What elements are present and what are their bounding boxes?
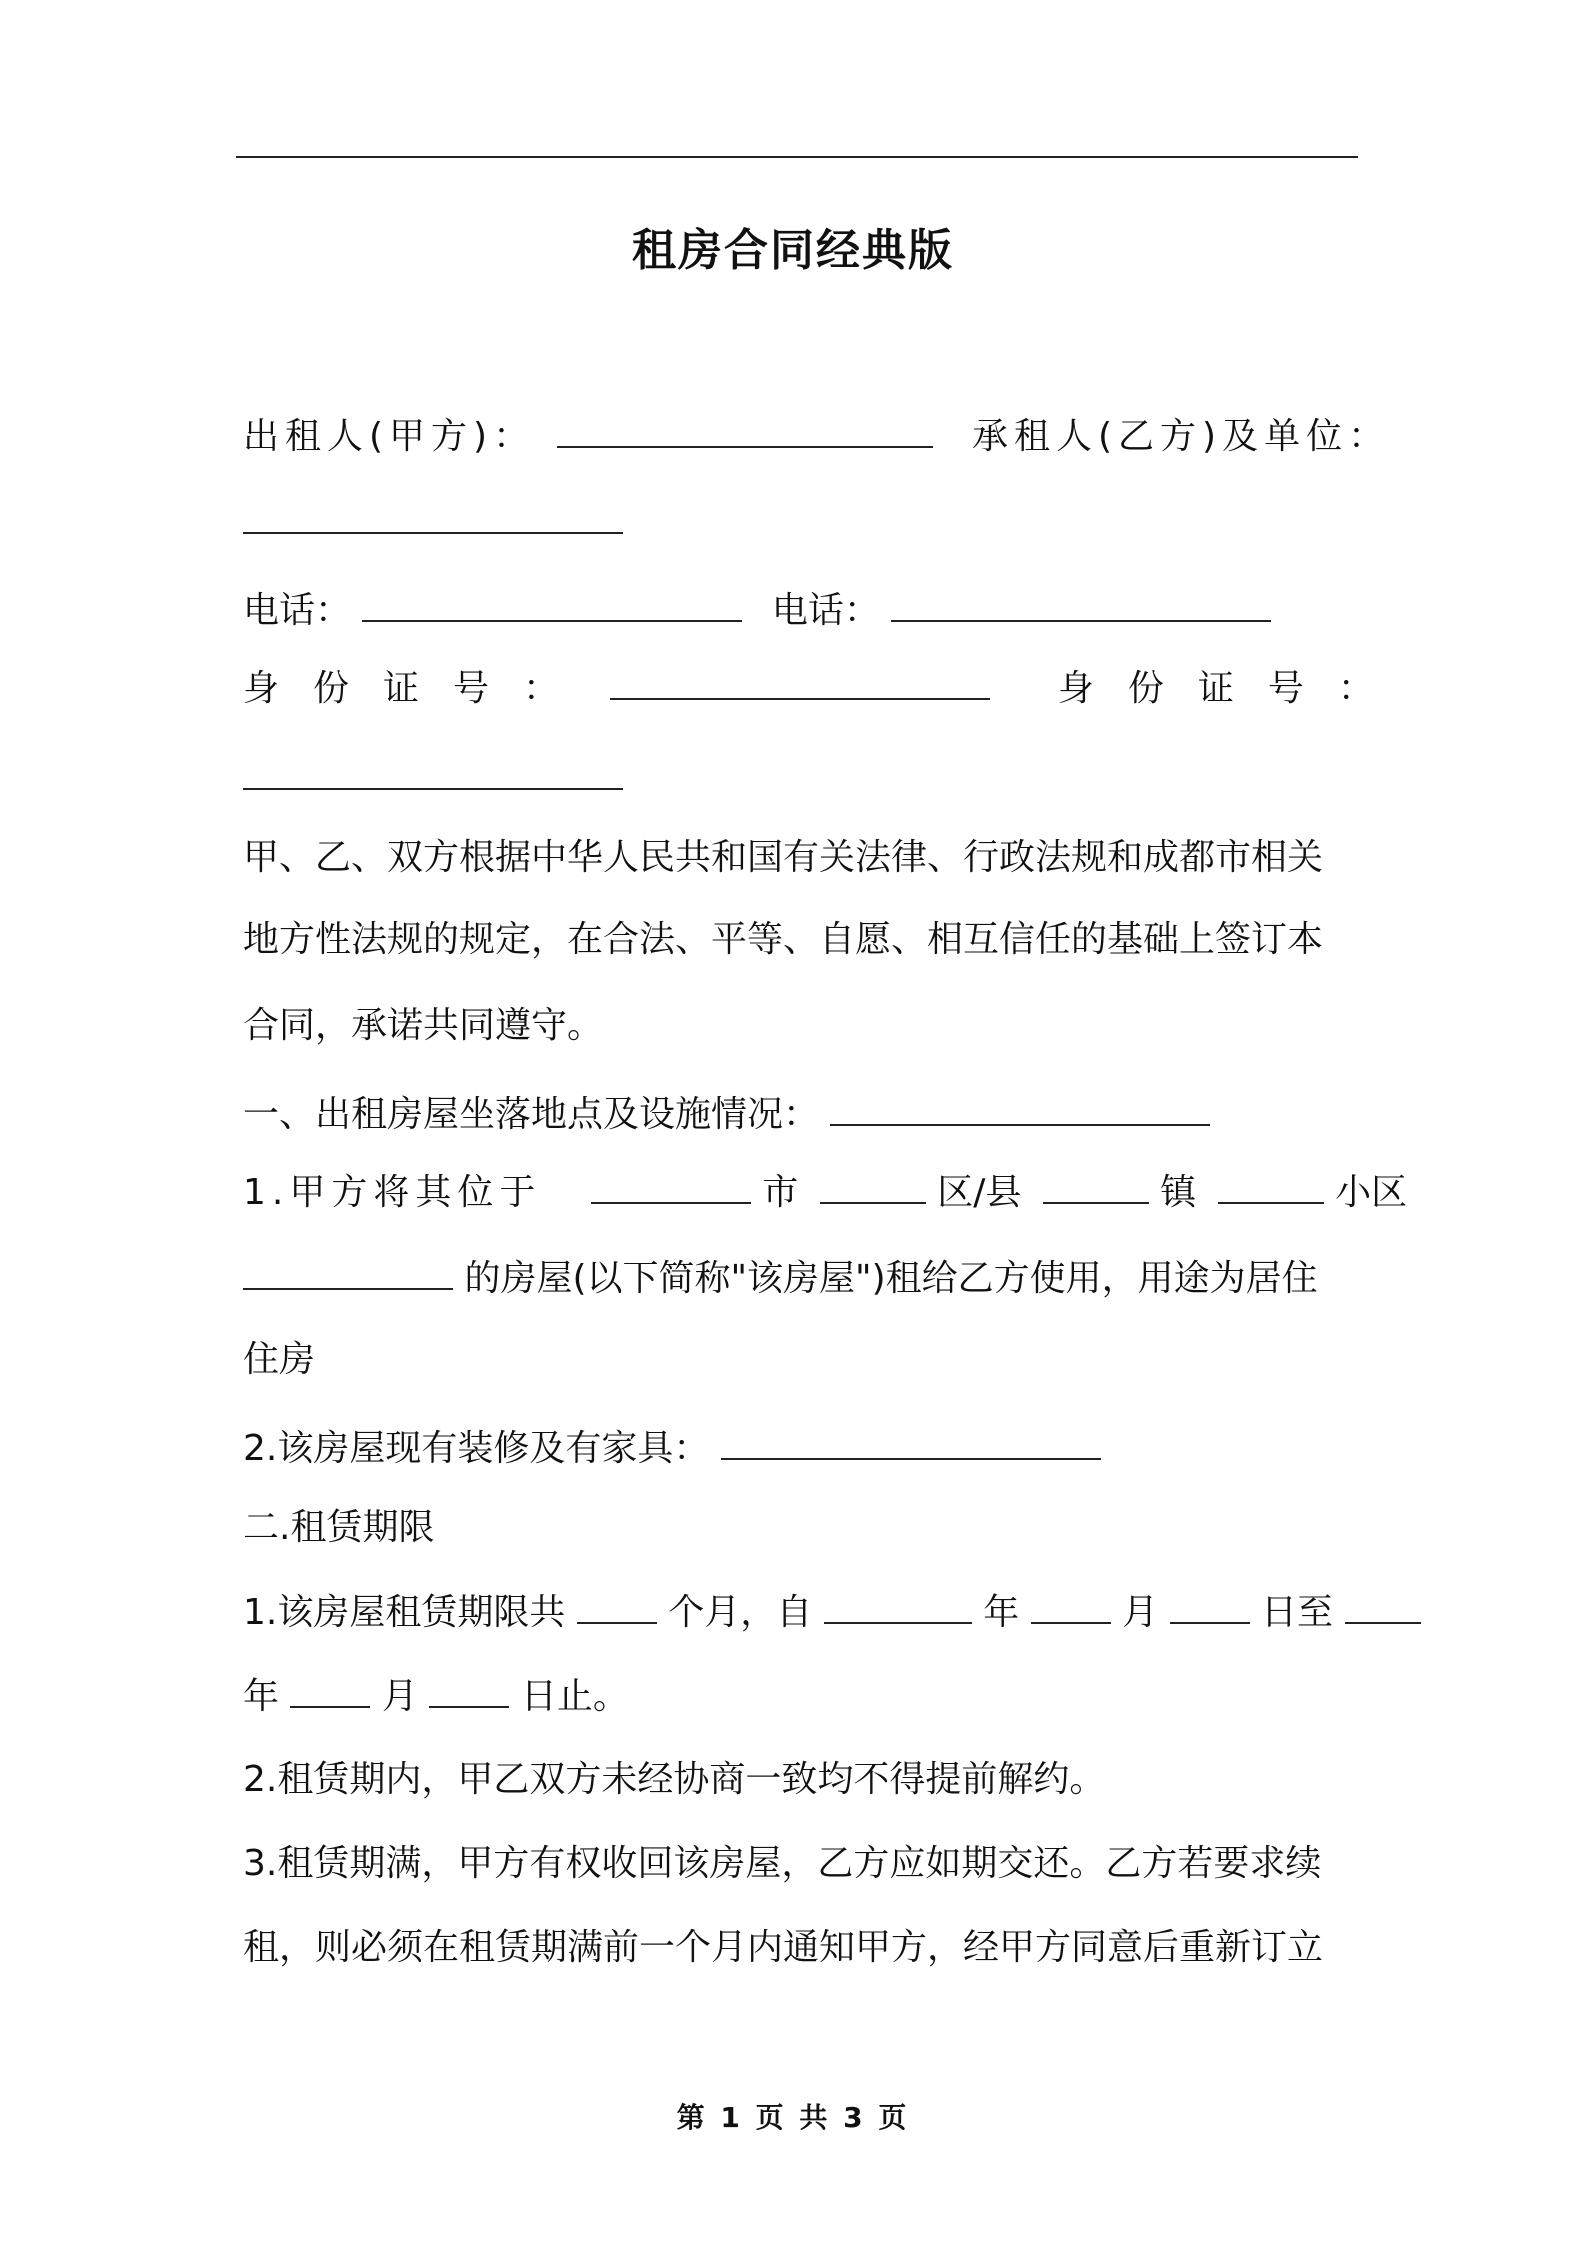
lessee-blank-line: [243, 498, 1355, 547]
city-blank: [591, 1168, 751, 1204]
house-blank: [243, 1254, 453, 1290]
id-b-label: 身份证号：: [1057, 668, 1408, 709]
lessor-label: 出租人(甲方)：: [243, 416, 536, 457]
s2-item1-label: 1.该房屋租赁期限共: [243, 1592, 566, 1633]
header-rule: [236, 156, 1358, 158]
s2-item3-line1: 3.租赁期满，甲方有权收回该房屋，乙方应如期交还。乙方若要求续: [243, 1843, 1322, 1884]
document-title: 租房合同经典版: [632, 225, 954, 276]
id-b-blank: [243, 754, 623, 790]
s2-start-month: 月: [1122, 1592, 1159, 1633]
start-day-blank: [1170, 1588, 1250, 1624]
s1-item1-line2: [243, 1254, 1355, 1303]
district-blank: [820, 1168, 926, 1204]
s1-item2-line: [243, 1424, 1355, 1473]
intro-line-1: 甲、乙、双方根据中华人民共和国有关法律、行政法规和成都市相关: [243, 837, 1324, 878]
s2-item1-line: [243, 1588, 1355, 1637]
city-label: 市: [762, 1172, 799, 1213]
s1-item1-label: 1.甲方将其位于: [243, 1172, 542, 1213]
lessee-blank: [243, 498, 623, 534]
s2-end-month: 月: [381, 1676, 418, 1717]
id-a-blank: [610, 664, 990, 700]
phone-a-label: 电话：: [243, 590, 352, 631]
s1-item2-label: 2.该房屋现有装修及有家具：: [243, 1428, 710, 1469]
community-label: 小区: [1335, 1172, 1408, 1213]
section-2-heading: 二.租赁期限: [243, 1507, 435, 1548]
phone-line: [243, 586, 1355, 635]
s2-item1-months: 个月，自: [668, 1592, 813, 1633]
s1-item1-line3: 住房: [243, 1339, 316, 1380]
section-1-heading: 一、出租房屋坐落地点及设施情况：: [243, 1094, 820, 1135]
id-line: [243, 664, 1408, 713]
community-blank: [1218, 1168, 1324, 1204]
lessor-blank: [557, 412, 933, 448]
start-year-blank: [824, 1588, 972, 1624]
end-month-blank: [290, 1672, 370, 1708]
town-label: 镇: [1160, 1172, 1197, 1213]
s1-item1-line: [243, 1168, 1408, 1217]
months-blank: [577, 1588, 657, 1624]
s2-end-year: 年: [243, 1676, 280, 1717]
s2-item1-line2: [243, 1672, 1355, 1721]
phone-b-blank: [891, 586, 1271, 622]
s2-item3-line2: 租，则必须在租赁期满前一个月内通知甲方，经甲方同意后重新订立: [243, 1927, 1324, 1968]
intro-line-3: 合同，承诺共同遵守。: [243, 1005, 604, 1046]
s2-end-day: 日止。: [520, 1676, 629, 1717]
intro-line-2: 地方性法规的规定，在合法、平等、自愿、相互信任的基础上签订本: [243, 919, 1324, 960]
s2-start-year: 年: [983, 1592, 1020, 1633]
s2-day-to: 日至: [1261, 1592, 1334, 1633]
id-b-blank-line: [243, 754, 1355, 803]
lessee-label: 承租人(乙方)及单位：: [972, 416, 1391, 457]
phone-b-label: 电话：: [771, 590, 880, 631]
town-blank: [1043, 1168, 1149, 1204]
furnishing-blank: [721, 1424, 1101, 1460]
id-a-label: 身份证号：: [243, 668, 594, 709]
phone-a-blank: [362, 586, 742, 622]
page-number: 第 1 页 共 3 页: [676, 2101, 910, 2134]
end-day-blank: [429, 1672, 509, 1708]
district-label: 区/县: [937, 1172, 1022, 1213]
end-year-blank-part1: [1345, 1588, 1421, 1624]
start-month-blank: [1031, 1588, 1111, 1624]
location-blank: [830, 1090, 1210, 1126]
s2-item2: 2.租赁期内，甲乙双方未经协商一致均不得提前解约。: [243, 1759, 1106, 1800]
section-1-heading-line: [243, 1090, 1355, 1139]
party-line: [243, 412, 1391, 461]
s1-item1-line2-text: 的房屋(以下简称"该房屋")租给乙方使用，用途为居住: [464, 1258, 1318, 1299]
